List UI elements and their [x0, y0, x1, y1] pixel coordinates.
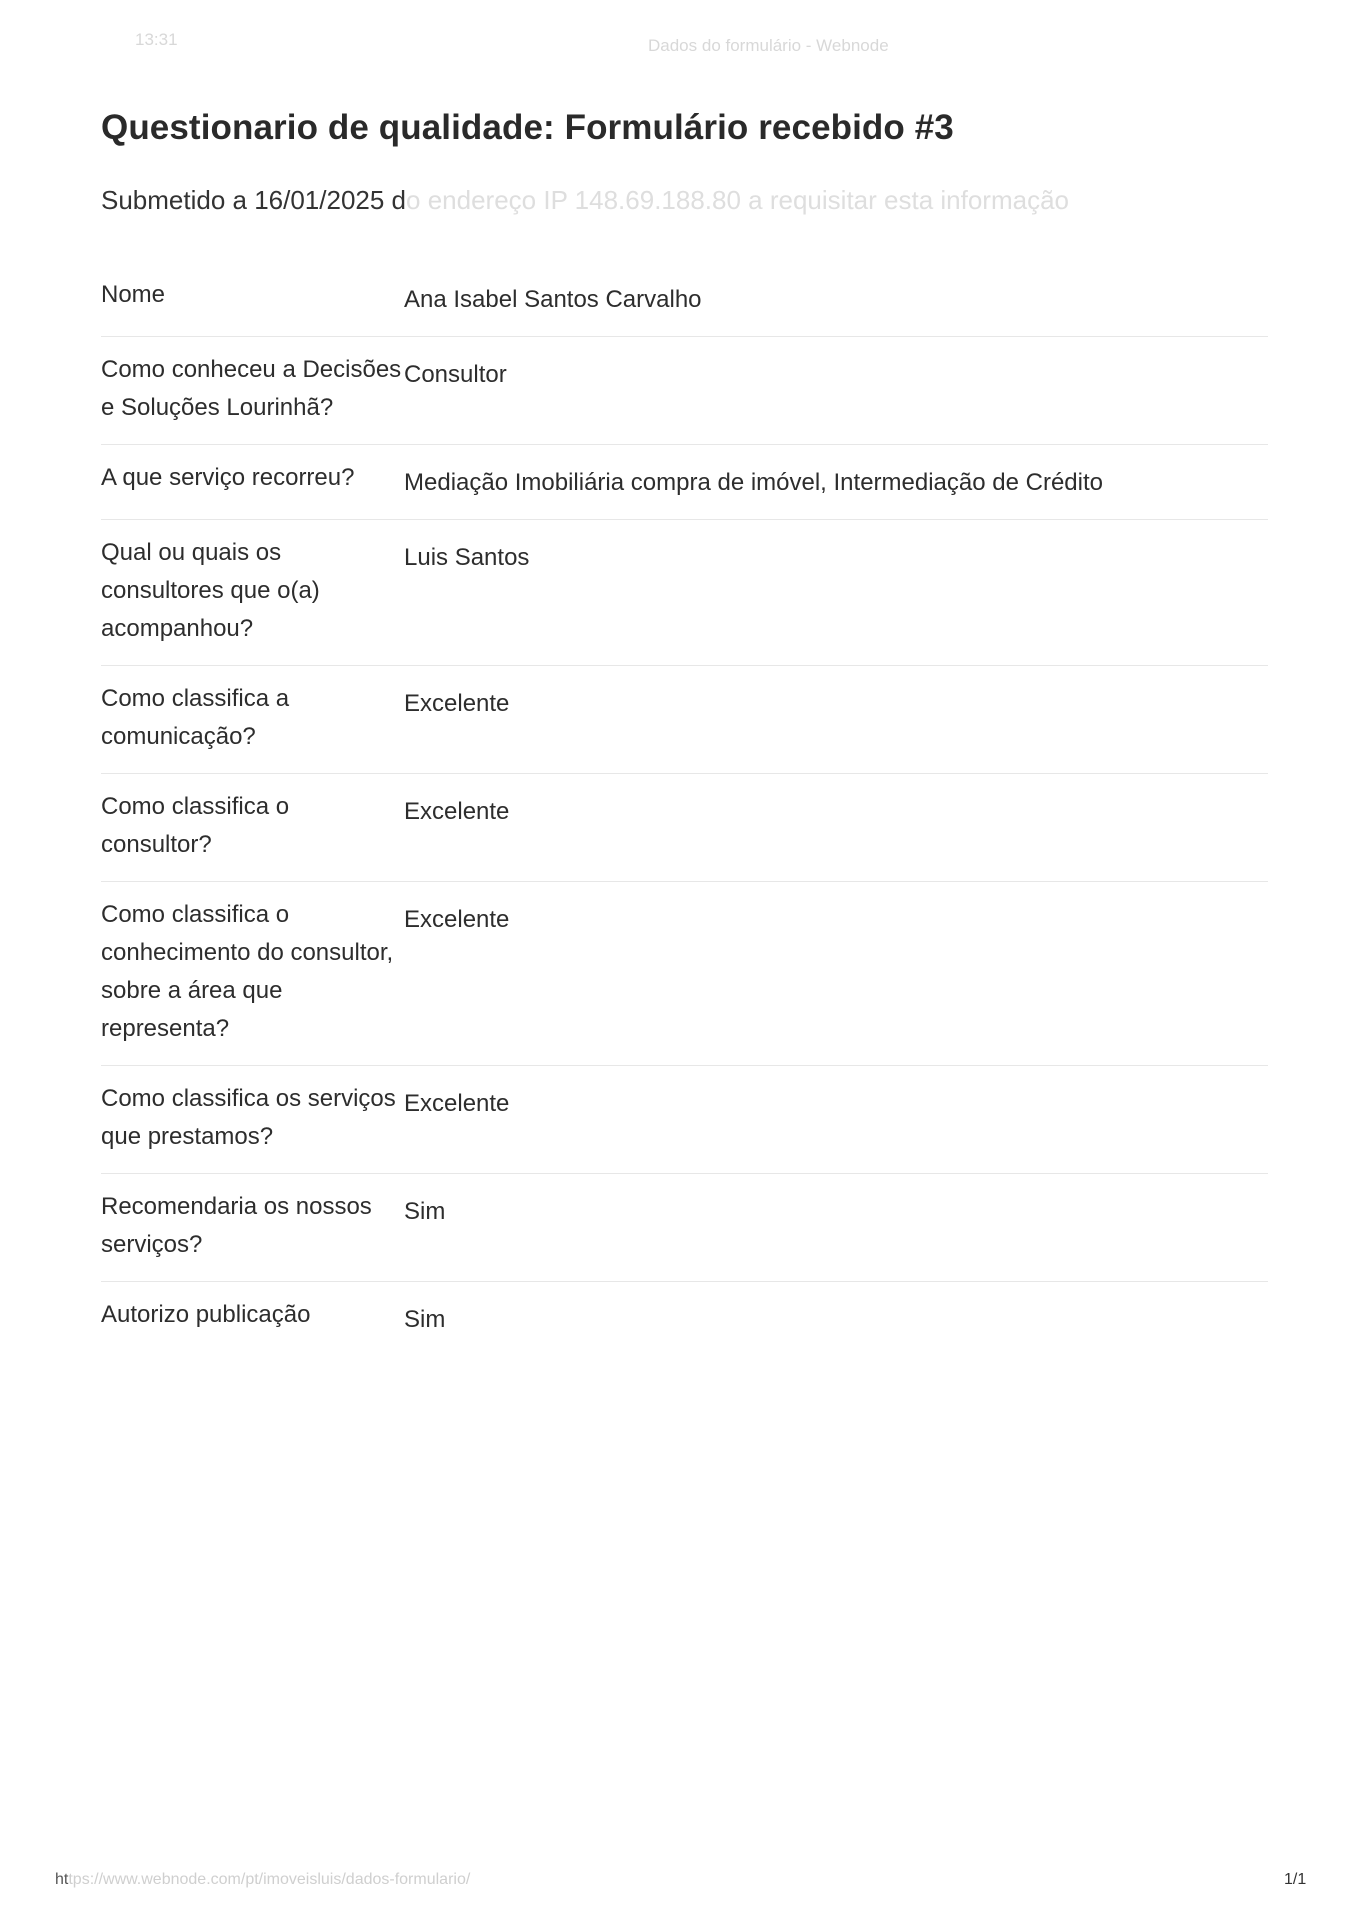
- entry-value: Sim: [404, 1198, 446, 1225]
- form-entries-table: [101, 262, 1268, 1356]
- print-url-start: ht: [55, 1871, 69, 1888]
- entry-value: Sim: [404, 1306, 446, 1333]
- entry-label: Como classifica o consultor?: [101, 793, 290, 858]
- entry-row: [101, 1174, 1268, 1282]
- entry-label: Como conheceu a Decisões e Soluções Lourinhã?: [101, 356, 402, 421]
- entry-value: Excelente: [404, 906, 510, 933]
- submission-date-text: Submetido a 16/01/2025 d: [101, 185, 407, 215]
- entry-row: [101, 520, 1268, 666]
- entry-row: [101, 337, 1268, 445]
- print-header: [0, 30, 1357, 54]
- entry-value: Mediação Imobiliária compra de imóvel, Intermediação de Crédito: [404, 469, 1103, 496]
- entry-row: [101, 666, 1268, 774]
- entry-row: [101, 1282, 1268, 1356]
- entry-row: [101, 882, 1268, 1066]
- entry-value: Excelente: [404, 1090, 510, 1117]
- entry-value: Ana Isabel Santos Carvalho: [404, 286, 702, 313]
- page-title: Questionario de qualidade: Formulário recebido #3: [101, 108, 954, 147]
- submission-ip-text: o endereço IP 148.69.188.80 a requisitar esta informação: [406, 185, 1069, 215]
- entry-label: Qual ou quais os consultores que o(a) acompanhou?: [101, 539, 320, 642]
- print-time: 13:31: [135, 30, 178, 49]
- entry-value: Luis Santos: [404, 544, 530, 571]
- entry-row: [101, 445, 1268, 520]
- entry-value: Excelente: [404, 690, 510, 717]
- entry-label: A que serviço recorreu?: [101, 464, 355, 491]
- submission-info: [101, 185, 1069, 216]
- entry-label: Como classifica a comunicação?: [101, 685, 290, 750]
- entry-label: Como classifica os serviços que prestamos?: [101, 1085, 396, 1150]
- entry-label: Como classifica o conhecimento do consultor, sobre a área que representa?: [101, 901, 394, 1042]
- entry-row: [101, 1066, 1268, 1174]
- entry-label: Autorizo publicação: [101, 1301, 311, 1328]
- print-url-rest: tps://www.webnode.com/pt/imoveisluis/dados-formulario/: [68, 1871, 471, 1888]
- entry-value: Excelente: [404, 798, 510, 825]
- entry-row: [101, 774, 1268, 882]
- print-url[interactable]: [55, 1871, 470, 1889]
- entry-row: [101, 262, 1268, 337]
- entry-label: Nome: [101, 281, 166, 308]
- entry-value: Consultor: [404, 361, 507, 388]
- print-document-title: Dados do formulário - Webnode: [648, 36, 889, 55]
- entry-label: Recomendaria os nossos serviços?: [101, 1193, 372, 1258]
- page-number: 1/1: [1284, 1871, 1307, 1888]
